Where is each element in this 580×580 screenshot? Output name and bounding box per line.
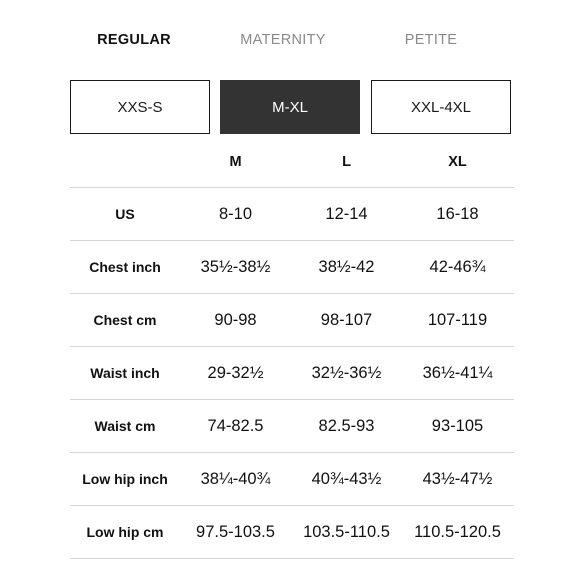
table-row xyxy=(70,346,514,399)
size-chart-table xyxy=(70,136,514,559)
table-cell: 38¼-40¾ xyxy=(200,469,271,488)
table-row xyxy=(70,399,514,452)
column-header-xl: XL xyxy=(448,153,467,170)
table-cell: 82.5-93 xyxy=(318,416,375,435)
table-cell: 16-18 xyxy=(436,204,479,223)
table-cell: 42-46¾ xyxy=(429,257,486,276)
size-range-xxl-4xl-button[interactable]: XXL-4XL xyxy=(371,80,511,134)
table-row xyxy=(70,452,514,505)
row-label: Low hip inch xyxy=(82,471,168,487)
table-cell: 74-82.5 xyxy=(207,416,264,435)
table-row xyxy=(70,293,514,346)
table-cell: 12-14 xyxy=(325,204,368,223)
table-cell: 36½-41¼ xyxy=(422,363,493,382)
size-range-m-xl-button[interactable]: M-XL xyxy=(220,80,360,134)
table-row xyxy=(70,505,514,559)
table-header-row xyxy=(70,136,514,187)
table-cell: 38½-42 xyxy=(318,257,375,276)
table-row xyxy=(70,240,514,293)
table-cell: 107-119 xyxy=(427,310,488,329)
table-cell: 97.5-103.5 xyxy=(196,522,275,541)
tab-regular[interactable]: REGULAR xyxy=(97,32,171,48)
row-label: Low hip cm xyxy=(86,524,164,540)
table-cell: 8-10 xyxy=(218,204,253,223)
row-label: Chest cm xyxy=(93,312,157,328)
row-label: Waist cm xyxy=(94,418,156,434)
table-cell: 43½-47½ xyxy=(422,469,493,488)
table-cell: 32½-36½ xyxy=(311,363,382,382)
table-cell: 93-105 xyxy=(431,416,484,435)
row-label: US xyxy=(115,206,135,222)
tab-petite[interactable]: PETITE xyxy=(404,32,458,48)
tab-maternity[interactable]: MATERNITY xyxy=(240,32,326,48)
row-label: Chest inch xyxy=(89,259,161,275)
table-cell: 90-98 xyxy=(214,310,257,329)
table-cell: 103.5-110.5 xyxy=(303,522,390,541)
column-header-m: M xyxy=(229,153,242,170)
table-cell: 110.5-120.5 xyxy=(414,522,501,541)
fit-tabs xyxy=(70,28,514,52)
size-range-xxs-s-button[interactable]: XXS-S xyxy=(70,80,210,134)
table-cell: 40¾-43½ xyxy=(311,469,382,488)
row-label: Waist inch xyxy=(90,365,160,381)
column-header-l: L xyxy=(342,153,351,170)
table-row xyxy=(70,187,514,240)
table-cell: 29-32½ xyxy=(207,363,264,382)
table-cell: 35½-38½ xyxy=(200,257,271,276)
table-cell: 98-107 xyxy=(320,310,373,329)
